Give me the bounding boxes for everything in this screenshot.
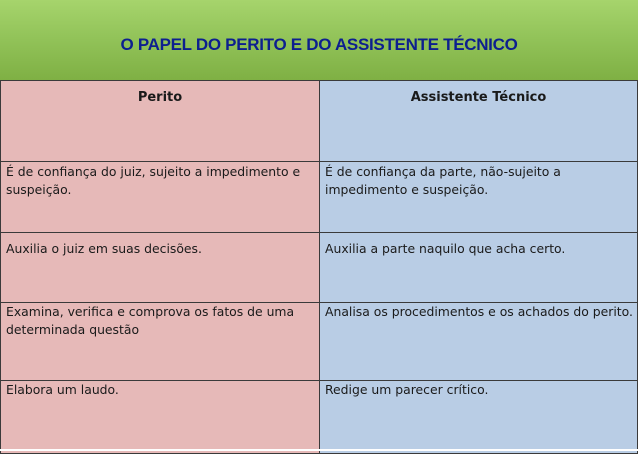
cell-text: Analisa os procedimentos e os achados do perito. [325, 304, 633, 319]
assistente-cell [320, 162, 638, 233]
comparison-table [0, 80, 638, 454]
table-row [1, 303, 638, 381]
header-row [1, 81, 638, 162]
cell-text: Redige um parecer crítico. [325, 382, 489, 397]
cell-text: É de confiança da parte, não-sujeito a impedimento e suspeição. [325, 164, 561, 197]
assistente-cell [320, 303, 638, 381]
table-row [1, 381, 638, 454]
header-assistente-tecnico: Assistente Técnico [320, 81, 638, 162]
table-row [1, 162, 638, 233]
cell-text: Examina, verifica e comprova os fatos de uma determinada questão [6, 304, 295, 337]
perito-cell [1, 162, 320, 233]
perito-cell [1, 303, 320, 381]
assistente-cell [320, 381, 638, 454]
perito-cell [1, 381, 320, 454]
header-perito: Perito [1, 81, 320, 162]
perito-cell [1, 233, 320, 303]
cell-text: Auxilia a parte naquilo que acha certo. [325, 241, 566, 256]
cell-text: É de confiança do juiz, sujeito a impedimento e suspeição. [6, 164, 301, 197]
cell-text: Elabora um laudo. [6, 382, 119, 397]
table-row [1, 233, 638, 303]
title-bar [0, 0, 638, 81]
assistente-cell [320, 233, 638, 303]
cell-text: Auxilia o juiz em suas decisões. [6, 241, 202, 256]
slide-title: O PAPEL DO PERITO E DO ASSISTENTE TÉCNICO [120, 35, 518, 54]
